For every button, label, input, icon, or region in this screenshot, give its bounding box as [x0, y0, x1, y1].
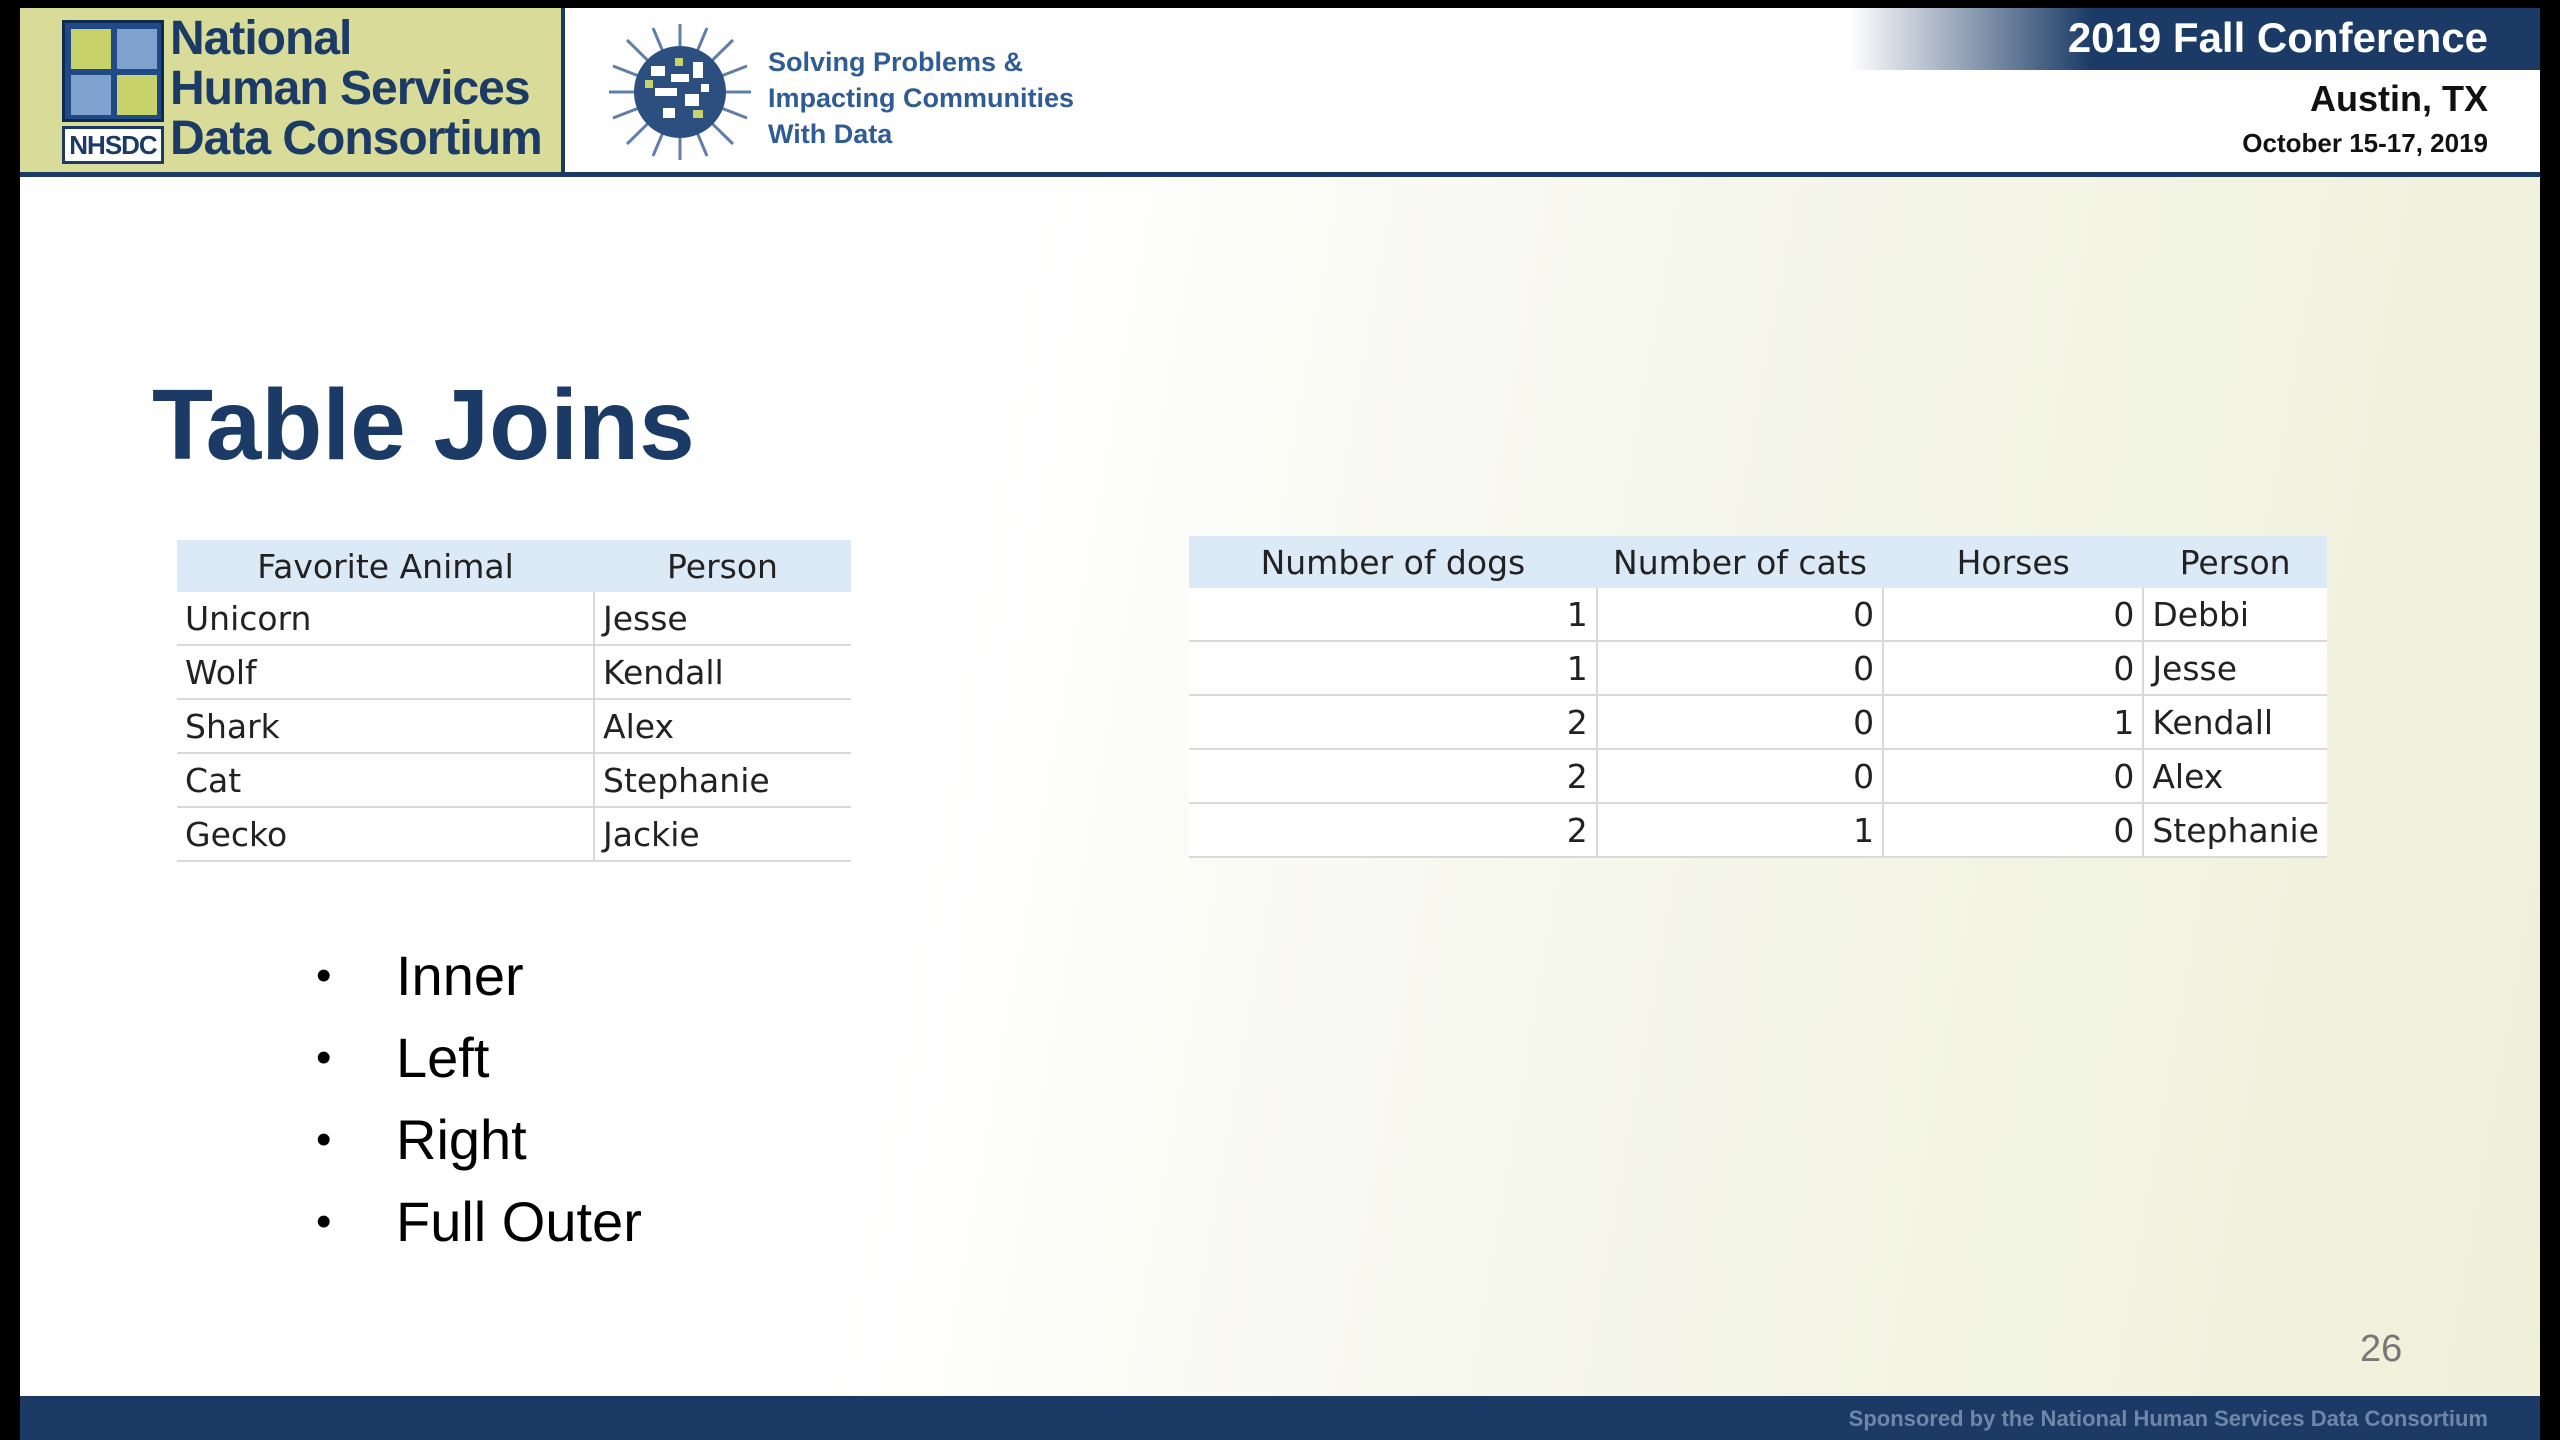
slide-header [20, 8, 2540, 177]
table-cell: 2 [1189, 695, 1597, 749]
table-cell: Alex [594, 699, 851, 753]
list-item [300, 1107, 642, 1189]
table-row [1189, 695, 2327, 749]
table-cell: 0 [1883, 803, 2143, 857]
table-cell: 1 [1597, 803, 1883, 857]
table-cell: 0 [1597, 695, 1883, 749]
join-types-list [300, 943, 642, 1271]
nhsdc-logo-icon [62, 20, 164, 122]
table-cell: 0 [1597, 749, 1883, 803]
tagline-line: With Data [768, 119, 893, 149]
sponsor-text: Sponsored by the National Human Services Data Consortium [1848, 1406, 2488, 1431]
org-name-line: Human Services [170, 62, 530, 115]
table-cell: Jesse [2143, 641, 2327, 695]
slide-footer [20, 1396, 2540, 1440]
page-number: 26 [2360, 1328, 2403, 1370]
table-cell: Alex [2143, 749, 2327, 803]
org-logo [20, 8, 565, 172]
table-row [1189, 588, 2327, 641]
table-cell: Stephanie [594, 753, 851, 807]
table-row [177, 592, 851, 645]
table-cell: Stephanie [2143, 803, 2327, 857]
table-cell: 2 [1189, 749, 1597, 803]
column-header: Person [2143, 536, 2327, 588]
table-row [1189, 803, 2327, 857]
pet-counts-table [1189, 536, 2327, 858]
table-cell: Cat [177, 753, 594, 807]
table-row [177, 645, 851, 699]
table-row [1189, 749, 2327, 803]
tagline [768, 44, 1074, 152]
column-header: Number of cats [1597, 536, 1883, 588]
list-item [300, 1025, 642, 1107]
conference-banner [1850, 8, 2540, 70]
table-cell: Gecko [177, 807, 594, 861]
table-cell: 0 [1883, 749, 2143, 803]
data-globe-icon [605, 22, 755, 162]
bullet-icon: • [316, 1115, 332, 1164]
slide [20, 8, 2540, 1440]
list-item-label: Right [396, 1108, 527, 1171]
list-item [300, 1189, 642, 1271]
table-cell: 1 [1189, 588, 1597, 641]
table-cell: Kendall [2143, 695, 2327, 749]
conference-city: Austin, TX [2310, 78, 2488, 119]
table-header-row [1189, 536, 2327, 588]
bullet-icon: • [316, 1197, 332, 1246]
table-cell: 1 [1189, 641, 1597, 695]
column-header: Number of dogs [1189, 536, 1597, 588]
bullet-icon: • [316, 1033, 332, 1082]
table-header-row [177, 540, 851, 592]
table-cell: 0 [1883, 588, 2143, 641]
table-row [1189, 641, 2327, 695]
column-header: Horses [1883, 536, 2143, 588]
org-name-line: National [170, 12, 352, 65]
table-cell: 2 [1189, 803, 1597, 857]
table-cell: Debbi [2143, 588, 2327, 641]
list-item [300, 943, 642, 1025]
table-cell: Jesse [594, 592, 851, 645]
table-cell: Wolf [177, 645, 594, 699]
table-cell: Kendall [594, 645, 851, 699]
conference-dates: October 15-17, 2019 [2242, 128, 2488, 158]
table-cell: 0 [1597, 641, 1883, 695]
table-row [177, 753, 851, 807]
table-cell: 0 [1883, 641, 2143, 695]
list-item-label: Inner [396, 944, 524, 1007]
org-name [170, 14, 565, 164]
table-row [177, 699, 851, 753]
column-header: Person [594, 540, 851, 592]
bullet-icon: • [316, 951, 332, 1000]
tagline-line: Solving Problems & [768, 47, 1024, 77]
tagline-line: Impacting Communities [768, 83, 1075, 113]
table-row [177, 807, 851, 861]
table-cell: Unicorn [177, 592, 594, 645]
table-cell: Jackie [594, 807, 851, 861]
list-item-label: Left [396, 1026, 490, 1089]
org-abbreviation: NHSDC [62, 126, 164, 164]
list-item-label: Full Outer [396, 1190, 642, 1253]
table-cell: 1 [1883, 695, 2143, 749]
column-header: Favorite Animal [177, 540, 594, 592]
table-cell: 0 [1597, 588, 1883, 641]
favorite-animal-table [177, 540, 851, 862]
conference-title: 2019 Fall Conference [2067, 14, 2488, 61]
table-cell: Shark [177, 699, 594, 753]
slide-title: Table Joins [152, 369, 695, 481]
org-name-line: Data Consortium [170, 112, 542, 165]
